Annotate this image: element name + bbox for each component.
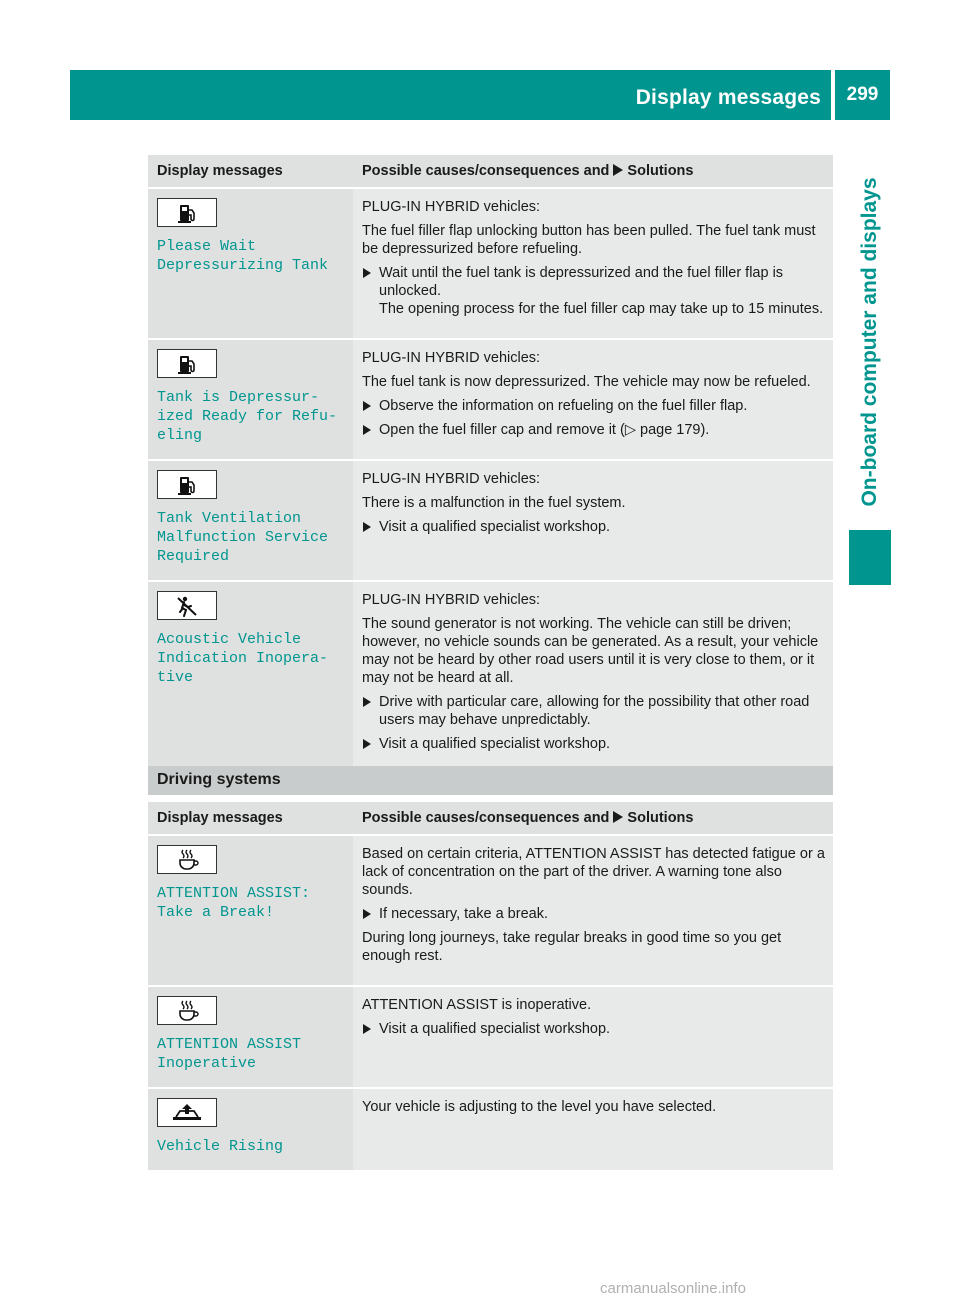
messages-table-driving	[148, 802, 833, 1172]
display-message-text: Tank Ventilation Malfunction Service Required	[157, 510, 329, 565]
table1-body	[148, 188, 833, 774]
section-title: Driving systems	[157, 771, 281, 788]
message-cell	[148, 835, 353, 986]
cause-text: There is a malfunction in the fuel system.	[362, 495, 626, 511]
cause-text: PLUG-IN HYBRID vehicles:	[362, 471, 541, 487]
table-row	[148, 188, 833, 339]
coffee-cup-icon	[157, 996, 217, 1025]
solution-step: Visit a qualified specialist workshop.	[362, 1020, 825, 1038]
solution-cell	[353, 581, 833, 774]
fuel-pump-icon	[157, 470, 217, 499]
solution-cell	[353, 986, 833, 1088]
cause-text: PLUG-IN HYBRID vehicles:	[362, 199, 541, 215]
solution-step: Visit a qualified specialist workshop.	[362, 735, 825, 753]
coffee-cup-icon	[157, 845, 217, 874]
section-heading	[148, 766, 833, 795]
arrow-icon	[613, 164, 623, 176]
col-header-causes	[353, 155, 833, 188]
watermark: carmanualsonline.info	[600, 1280, 746, 1297]
col-header-display-messages: Display messages	[148, 802, 353, 835]
table-row	[148, 835, 833, 986]
fuel-pump-icon	[157, 198, 217, 227]
solution-step: Observe the information on refueling on the fuel filler flap.	[362, 397, 825, 415]
cause-text: ATTENTION ASSIST is inoperative.	[362, 997, 592, 1013]
display-message-text: Tank is Depressur‐ ized Ready for Refu‐ eling	[157, 389, 338, 444]
col-header-causes	[353, 802, 833, 835]
solution-step: Drive with particular care, allowing for the possibility that other road users may behave unpredictably.	[362, 693, 825, 729]
message-cell	[148, 1088, 353, 1171]
solution-step: If necessary, take a break.	[362, 905, 825, 923]
solution-cell	[353, 188, 833, 339]
message-cell	[148, 188, 353, 339]
table-row	[148, 339, 833, 460]
display-message-text: Acoustic Vehicle Indication Inopera‐ tive	[157, 631, 329, 686]
cause-text: The fuel filler flap unlocking button has been pulled. The fuel tank must be depressurized before refueling.	[362, 223, 816, 257]
message-cell	[148, 581, 353, 774]
display-message-text: ATTENTION ASSIST: Take a Break!	[157, 885, 311, 921]
page-title: Display messages	[635, 86, 821, 109]
chapter-tab-label: On-board computer and displays	[858, 177, 881, 507]
display-message-text: Please Wait Depressurizing Tank	[157, 238, 329, 274]
fuel-pump-icon	[157, 349, 217, 378]
messages-table-fuel	[148, 155, 833, 775]
table-row	[148, 986, 833, 1088]
col-header-solutions: Solutions	[627, 810, 694, 826]
table-row	[148, 460, 833, 581]
col-header-display-messages: Display messages	[148, 155, 353, 188]
solution-step: Open the fuel filler cap and remove it (▷ page 179).	[362, 421, 825, 439]
message-cell	[148, 986, 353, 1088]
col-header-causes-text: Possible causes/consequences and	[362, 810, 610, 826]
cause-text: PLUG-IN HYBRID vehicles:	[362, 350, 541, 366]
vehicle-level-up-icon	[157, 1098, 217, 1127]
cause-text: The sound generator is not working. The vehicle can still be driven; however, no vehicle sounds can be generated. As a result, your vehicle may not be heard by other road users until it is very close to them, or it may not be heard at all.	[362, 616, 819, 686]
cause-text: The fuel tank is now depressurized. The vehicle may now be refueled.	[362, 374, 811, 390]
cause-text: Your vehicle is adjusting to the level you have selected.	[362, 1099, 717, 1115]
message-cell	[148, 460, 353, 581]
table-row	[148, 581, 833, 774]
solution-cell	[353, 835, 833, 986]
solution-cell	[353, 460, 833, 581]
solution-cell	[353, 339, 833, 460]
display-message-text: ATTENTION ASSIST Inoperative	[157, 1036, 302, 1072]
display-message-text: Vehicle Rising	[157, 1138, 284, 1155]
col-header-causes-text: Possible causes/consequences and	[362, 163, 610, 179]
chapter-tab	[849, 120, 891, 590]
table2-body	[148, 835, 833, 1171]
pedestrian-crossed-icon	[157, 591, 217, 620]
solution-cell	[353, 1088, 833, 1171]
note-text: During long journeys, take regular breaks in good time so you get enough rest.	[362, 930, 782, 964]
solution-step: Visit a qualified specialist workshop.	[362, 518, 825, 536]
chapter-marker	[849, 530, 891, 585]
col-header-solutions: Solutions	[627, 163, 694, 179]
cause-text: PLUG-IN HYBRID vehicles:	[362, 592, 541, 608]
header-bar	[70, 70, 831, 120]
arrow-icon	[613, 811, 623, 823]
page-number: 299	[835, 70, 890, 120]
table-row	[148, 1088, 833, 1171]
solution-step: Wait until the fuel tank is depressurized and the fuel filler flap is unlocked. The opening process for the fuel filler cap may take up to 15 minutes.	[362, 264, 825, 318]
message-cell	[148, 339, 353, 460]
cause-text: Based on certain criteria, ATTENTION ASSIST has detected fatigue or a lack of concentration on the part of the driver. A warning tone also sounds.	[362, 846, 825, 898]
